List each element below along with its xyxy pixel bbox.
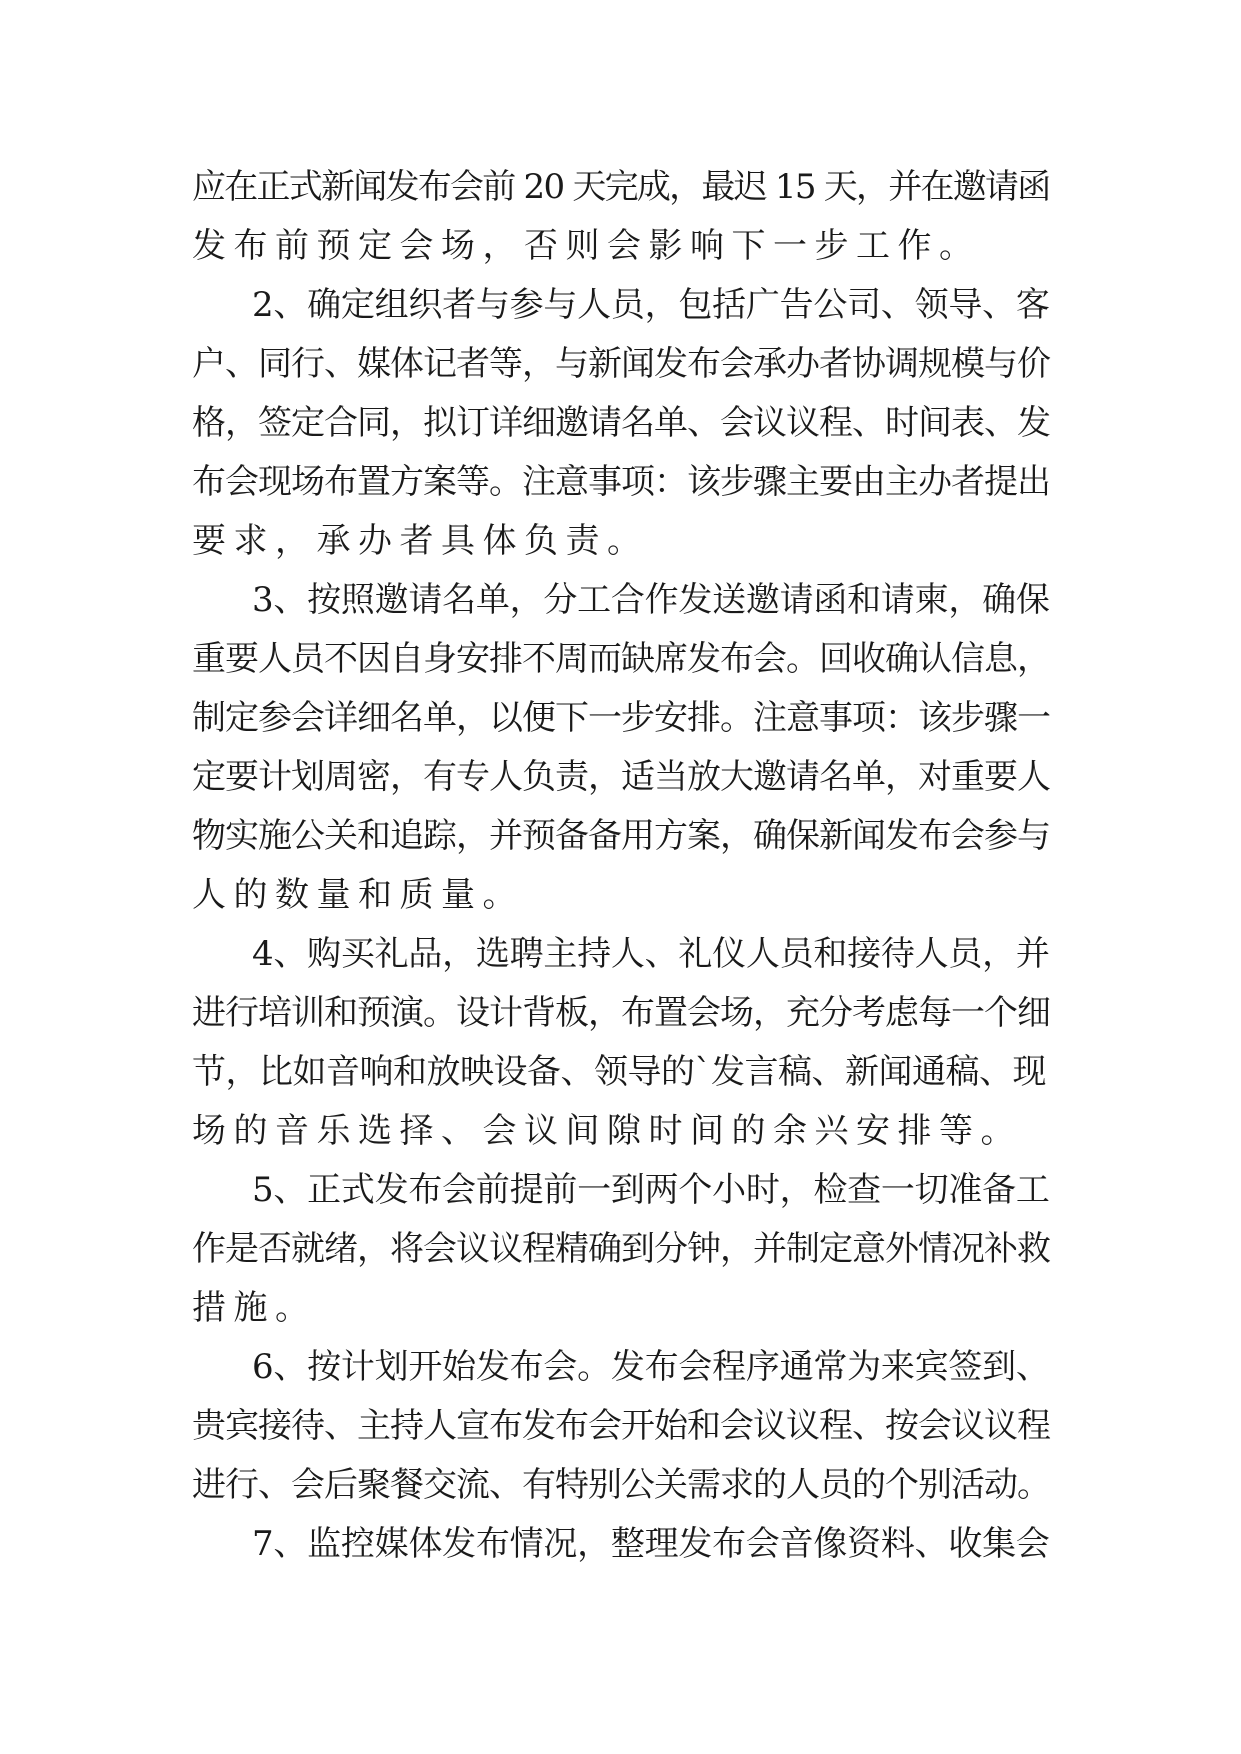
text-line: 发布前预定会场，否则会影响下一步工作。 [192,226,981,266]
text-line: 4、购买礼品，选聘主持人、礼仪人员和接待人员，并 [252,934,1050,974]
text-line: 应在正式新闻发布会前 20 天完成，最迟 15 天，并在邀请函 [192,167,1050,207]
text-line: 重要人员不因自身安排不周而缺席发布会。回收确认信息， [192,639,1050,679]
text-line: 节，比如音响和放映设备、领导的`发言稿、新闻通稿、现 [192,1052,1046,1092]
text-line: 要求，承办者具体负责。 [192,521,649,561]
text-line: 户、同行、媒体记者等，与新闻发布会承办者协调规模与价 [192,344,1050,384]
text-line: 人的数量和质量。 [192,875,524,915]
text-line: 格，签定合同，拟订详细邀请名单、会议议程、时间表、发 [192,403,1050,443]
text-line: 定要计划周密，有专人负责，适当放大邀请名单，对重要人 [192,757,1050,797]
text-line: 6、按计划开始发布会。发布会程序通常为来宾签到、 [252,1347,1050,1387]
text-line: 3、按照邀请名单，分工合作发送邀请函和请柬，确保 [252,580,1050,620]
text-line: 作是否就绪，将会议议程精确到分钟，并制定意外情况补救 [192,1229,1050,1269]
text-line: 场的音乐选择、会议间隙时间的余兴安排等。 [192,1111,1022,1151]
text-line: 进行培训和预演。设计背板，布置会场，充分考虑每一个细 [192,993,1050,1033]
text-line: 物实施公关和追踪，并预备备用方案，确保新闻发布会参与 [192,816,1050,856]
text-line: 制定参会详细名单，以便下一步安排。注意事项：该步骤一 [192,698,1050,738]
text-line: 进行、会后聚餐交流、有特别公关需求的人员的个别活动。 [192,1465,1050,1505]
text-line: 2、确定组织者与参与人员，包括广告公司、领导、客 [252,285,1050,325]
text-line: 7、监控媒体发布情况，整理发布会音像资料、收集会 [252,1524,1050,1564]
text-line: 措施。 [192,1288,317,1328]
text-line: 贵宾接待、主持人宣布发布会开始和会议议程、按会议议程 [192,1406,1050,1446]
text-line: 5、正式发布会前提前一到两个小时，检查一切准备工 [252,1170,1050,1210]
text-line: 布会现场布置方案等。注意事项：该步骤主要由主办者提出 [192,462,1050,502]
